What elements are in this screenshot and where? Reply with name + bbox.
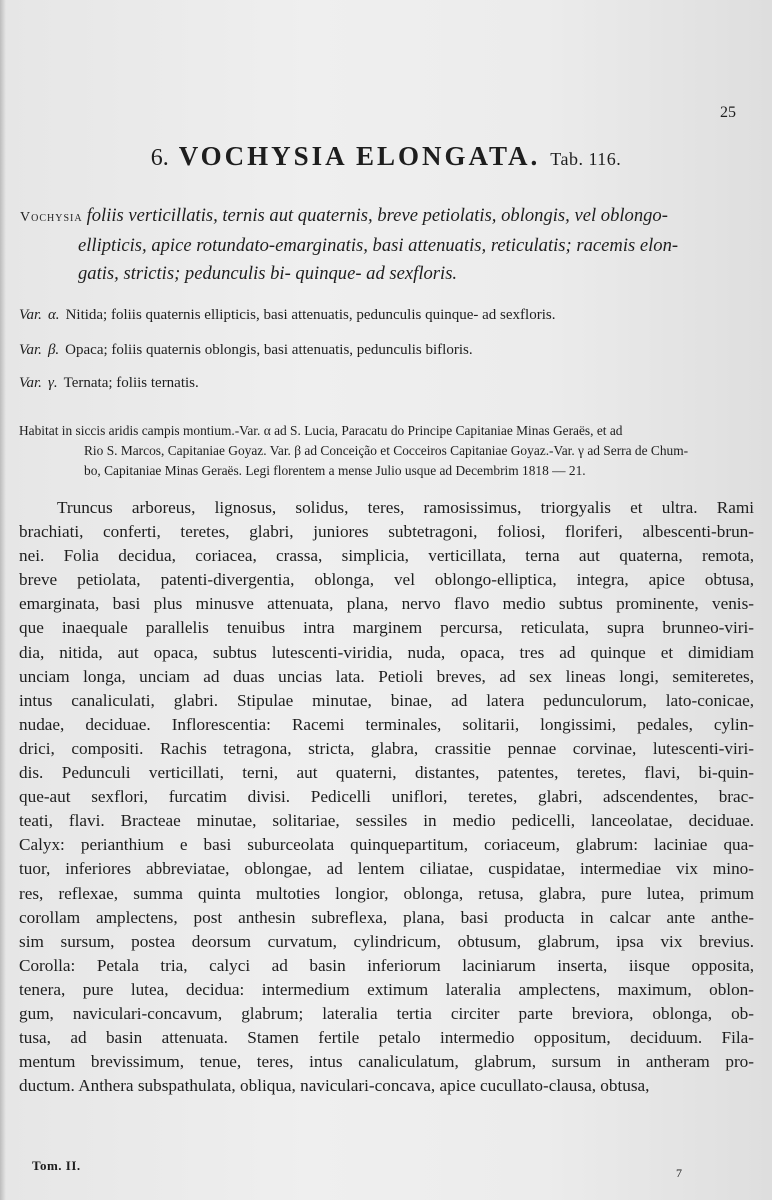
habitat-line: bo, Capitaniae Minas Geraës. Legi florentem a mense Julio usque ad Decembrim 1818 — 21. (84, 463, 586, 478)
variety-letter: β. (47, 342, 60, 358)
body-line: res, reflexae, summa quinta multoties longior, oblonga, retusa, glabra, pure lutea, primum (19, 883, 754, 903)
habitat-paragraph (19, 421, 754, 481)
signature-mark: 7 (676, 1166, 682, 1180)
diagnosis (20, 202, 745, 288)
diagnosis-text: foliis verticillatis, ternis aut quaternis, breve petiolatis, oblongis, vel oblongo- (86, 205, 668, 226)
body-line: Corolla: Petala tria, calyci ad basin inferiorum laciniarum inserta, iisque opposita, (19, 955, 754, 975)
body-line: intus canaliculati, glabri. Stipulae minutae, binae, ad latera pedunculorum, lato-conicae, (19, 690, 754, 710)
body-line: tuor, inferiores abbreviatae, oblongae, ad lentem ciliatae, cuspidatae, intermediae vix mino- (19, 859, 754, 879)
variety-label: Var. (19, 342, 42, 358)
variety-letter: α. (47, 307, 60, 323)
body-line: que-aut sexflori, furcatim divisi. Pedicelli uniflori, teretes, glabri, adscendentes, brac- (19, 787, 754, 807)
variety-text: Ternata; foliis ternatis. (63, 375, 199, 391)
body-line: ductum. Anthera subspathulata, obliqua, naviculari-concava, apice cucullato-clausa, obtusa, (19, 1076, 650, 1096)
body-line: gum, naviculari-concavum, glabrum; lateralia tertia circiter parte breviora, oblonga, ob- (19, 1003, 754, 1023)
body-line: unciam longa, unciam ad duas uncias lata. Petioli breves, ad sex lineas longi, semiteretes, (19, 666, 754, 686)
body-line: Truncus arboreus, lignosus, solidus, teres, ramosissimus, triorgyalis et ultra. Rami (57, 498, 754, 517)
body-line: emarginata, basi plus minusve attenuata, plana, nervo flavo medio subtus prominente, venis- (19, 594, 754, 614)
body-line: tenera, pure lutea, decidua: intermedium extimum lateralia amplectens, maximum, oblon- (19, 979, 754, 999)
habitat-line: Rio S. Marcos, Capitaniae Goyaz. Var. β ad Conceição et Cocceiros Capitaniae Goyaz.-Var. γ ad Serra de Chum- (84, 443, 689, 458)
body-line: tusa, ad basin attenuata. Stamen fertile petalo intermedio oppositum, deciduum. Fila- (19, 1028, 754, 1048)
habitat-line: Habitat in siccis aridis campis montium.-Var. α ad S. Lucia, Paracatu do Principe Capitaniae Minas Geraës, et ad (19, 423, 623, 438)
page-number: 25 (720, 104, 736, 121)
body-line: nudae, deciduae. Inflorescentia: Racemi terminales, solitarii, longissimi, pedales, cylin- (19, 714, 754, 734)
body-line: corollam amplectens, post anthesin subreflexa, plana, basi producta in calcar ante anthe- (19, 907, 754, 927)
variety-text: Nitida; foliis quaternis ellipticis, basi attenuatis, pedunculis quinque- ad sexfloris. (65, 307, 556, 323)
variety-gamma (19, 373, 199, 393)
body-line: drici, compositi. Rachis tetragona, stricta, glabra, crassitie pennae corvinae, lutescenti-viri- (19, 738, 754, 758)
variety-alpha (19, 305, 555, 325)
diagnosis-line: gatis, strictis; pedunculis bi- quinque- ad sexfloris. (78, 263, 458, 284)
body-line: dia, nitida, aut opaca, subtus lutescenti-viridia, nuda, opaca, tres ad quinque et dimidiam (19, 642, 754, 662)
variety-label: Var. (19, 375, 42, 391)
variety-beta (19, 340, 473, 360)
variety-letter: γ. (47, 375, 58, 391)
diagnosis-line: ellipticis, apice rotundato-emarginatis, basi attenuatis, reticulatis; racemis elon- (78, 235, 679, 256)
species-title (0, 140, 772, 175)
variety-label: Var. (19, 307, 42, 323)
species-name: VOCHYSIA ELONGATA. (178, 141, 541, 171)
variety-text: Opaca; foliis quaternis oblongis, basi attenuatis, pedunculis bifloris. (65, 342, 473, 358)
description-body (19, 496, 754, 1098)
body-line: mentum brevissimum, tenue, teres, intus canaliculatum, glabrum, sursum in antheram pro- (19, 1052, 754, 1072)
volume-mark: Tom. II. (32, 1158, 81, 1173)
body-line: dis. Pedunculi verticillati, terni, aut quaterni, distantes, patentes, teretes, flavi, bi-quin- (19, 763, 754, 783)
spine-shadow (0, 0, 6, 1200)
body-line: nei. Folia decidua, coriacea, crassa, simplicia, verticillata, terna aut quaterna, remota, (19, 546, 754, 566)
body-line: brachiati, conferti, teretes, glabri, juniores subtetragoni, foliosi, floriferi, albescenti-brun- (19, 522, 754, 542)
plate-reference: Tab. 116. (550, 149, 622, 169)
diagnosis-line (20, 202, 745, 232)
body-line: sim sursum, postea deorsum curvatum, cylindricum, obtusum, glabrum, ipsa vix brevius. (19, 931, 754, 951)
body-line: que inaequale parallelis tenuibus intra marginem percursa, reticulata, supra brunneo-viri- (19, 618, 754, 638)
species-number: 6. (150, 145, 169, 171)
body-line: breve petiolata, patenti-divergentia, oblonga, vel oblongo-elliptica, integra, apice obtusa, (19, 570, 754, 590)
diagnosis-genus: Vochysia (20, 210, 83, 225)
body-line: Calyx: perianthium e basi suburceolata quinquepartitum, coriaceum, glabrum: laciniae qua- (19, 835, 754, 855)
body-line: teati, flavi. Bracteae minutae, solitariae, sessiles in medio pedicelli, lanceolatae, deciduae. (19, 811, 754, 831)
